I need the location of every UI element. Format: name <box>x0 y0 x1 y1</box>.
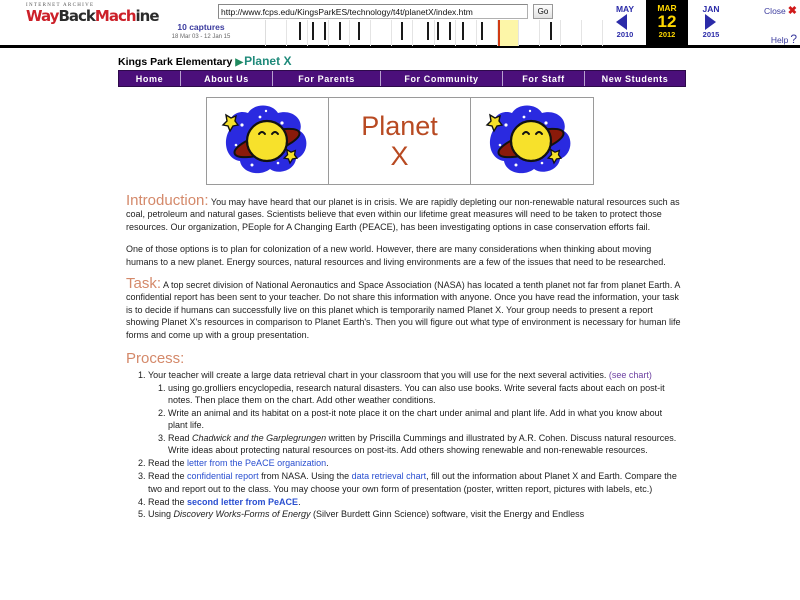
breadcrumb-arrow-icon: ▶ <box>235 57 244 68</box>
next-year-label: 2015 <box>702 30 720 39</box>
timeline-tick[interactable] <box>462 22 464 40</box>
step-3-pre: Read the <box>148 471 188 482</box>
nav-item-for-parents[interactable]: For Parents <box>273 71 381 86</box>
step-5-pre: Using <box>148 509 174 520</box>
prev-month-label: MAY <box>615 4 635 14</box>
nav-item-for-community[interactable]: For Community <box>381 71 503 86</box>
timeline-cell[interactable] <box>287 20 308 46</box>
introduction-heading: Introduction: <box>126 192 209 209</box>
step-3-mid: from NASA. Using the <box>258 471 352 482</box>
book-title-chadwick: Chadwick and the Garplegrungen <box>192 432 327 443</box>
timeline-current-marker <box>498 20 500 46</box>
process-step-4 <box>148 496 682 508</box>
wayback-machine-wordmark <box>26 7 159 25</box>
data-retrieval-chart-link[interactable]: data retrieval chart <box>351 471 427 482</box>
banner-left-image <box>207 98 329 184</box>
nav-item-about-us[interactable]: About Us <box>181 71 273 86</box>
timeline-tick[interactable] <box>481 22 483 40</box>
timeline-cell[interactable] <box>561 20 582 46</box>
process-step-1 <box>148 369 682 456</box>
captures-date-range: 18 Mar 03 - 12 Jan 15 <box>171 34 231 40</box>
peace-letter-link[interactable]: letter from the PeACE organization <box>187 458 327 469</box>
url-input[interactable] <box>218 4 528 19</box>
step-4-post: . <box>298 496 301 507</box>
date-navigator <box>603 0 738 45</box>
logo-part-ine: ine <box>135 7 159 25</box>
second-peace-letter-link[interactable]: second letter from PeACE <box>187 496 299 507</box>
timeline-cell[interactable] <box>582 20 603 46</box>
breadcrumb-parent[interactable]: Kings Park Elementary <box>118 56 233 68</box>
nav-item-home[interactable]: Home <box>119 71 181 86</box>
timeline-tick[interactable] <box>427 22 429 40</box>
process-step-3 <box>148 470 682 495</box>
timeline-cell[interactable] <box>392 20 413 46</box>
logo-part-mach: Mach <box>94 7 136 25</box>
banner-title-line1: Planet <box>361 111 438 141</box>
step-2-pre: Read the <box>148 458 188 469</box>
process-step-2 <box>148 457 682 469</box>
timeline-cell[interactable] <box>435 20 456 46</box>
step-3-post: , fill out the information about Planet X and Earth. Compare the two and report out to the class. You may choose your own form of presentation (poster, written report, pictures with labels, etc.) <box>148 471 677 494</box>
timeline-tick[interactable] <box>299 22 301 40</box>
timeline-tick[interactable] <box>324 22 326 40</box>
current-year-label: 2012 <box>658 30 676 39</box>
process-heading: Process: <box>126 350 185 368</box>
introduction-paragraph-2: One of those options is to plan for colonization of a new world. However, there are many considerations when thinking about moving humans to a new planet. Energy sources, natural resources and living environments are a few of the issues that need to be researched. <box>126 244 666 267</box>
breadcrumb-current: Planet X <box>244 54 292 68</box>
confidential-report-link[interactable]: confidential report <box>187 471 259 482</box>
timeline-cell[interactable] <box>266 20 287 46</box>
timeline-tick[interactable] <box>312 22 314 40</box>
process-list <box>126 369 682 520</box>
close-icon: ✖ <box>787 5 797 17</box>
page-banner <box>206 97 594 185</box>
close-label: Close <box>764 6 786 16</box>
page-content <box>0 192 800 521</box>
go-button[interactable]: Go <box>533 4 553 19</box>
planet-x-graphic-icon <box>480 101 584 181</box>
timeline-tick[interactable] <box>437 22 439 40</box>
timeline-tick[interactable] <box>449 22 451 40</box>
substep-3-post: written by Priscilla Cummings and illustrated by A.R. Cohen. Discuss natural resources. Write ideas about protecting natural resources on post-its. Add others showing renewable and non-renewable resources. <box>168 432 677 455</box>
introduction-paragraph <box>126 192 682 233</box>
logo-part-way: Way <box>26 7 59 25</box>
task-heading: Task: <box>126 275 162 293</box>
timeline-cell[interactable] <box>350 20 371 46</box>
site-navigation <box>118 70 686 87</box>
step-2-post: . <box>326 458 329 469</box>
process-substep-3 <box>168 432 682 457</box>
internet-archive-label: INTERNET ARCHIVE <box>26 3 95 8</box>
wayback-url-row <box>218 3 563 20</box>
process-substep-2: 2. Write an animal and its habitat on a post-it note place it on the chart under animal and plant life. Add in what you know about plant life. <box>168 407 682 432</box>
process-substep-1: 1. using go.grolliers encyclopedia, research natural disasters. You can also use books. Write several facts about each on post-it notes. Then place them on the chart. Add other weather conditions. <box>168 382 682 407</box>
wayback-logo[interactable] <box>0 0 159 45</box>
task-body: A top secret division of National Aeronautics and Space Association (NASA) has located a tenth planet not far from planet Earth. A confidential report has been sent to your teacher. Do not share this information with anyone. Once you have read the information, your task is to decide if humans can successfully live on this planet which is temporarily named Planet X. Your group needs to present a report showing Planet X's resources in comparison to Planet Earth's. Then you will figure out what type of environment is necessary for human life forms and come up with a group presentation. <box>126 280 681 340</box>
captures-summary[interactable] <box>142 22 260 42</box>
banner-title-cell <box>329 98 471 184</box>
captures-count: 10 captures <box>177 22 225 32</box>
timeline-cell[interactable] <box>456 20 477 46</box>
breadcrumb <box>118 54 800 68</box>
timeline-tick[interactable] <box>358 22 360 40</box>
banner-right-image <box>471 98 593 184</box>
help-button[interactable] <box>771 32 797 46</box>
timeline-tick[interactable] <box>550 22 552 40</box>
step-4-pre: Read the <box>148 496 188 507</box>
planet-x-graphic-icon <box>216 101 320 181</box>
timeline-tick[interactable] <box>339 22 341 40</box>
wayback-center-area <box>130 0 603 45</box>
substep-3-pre: Read <box>168 432 193 443</box>
banner-title-line2: X <box>390 141 409 171</box>
step-5-post: (Silver Burdett Ginn Science) software, visit the Energy and Endless <box>310 509 585 520</box>
prev-year-label: 2010 <box>616 30 634 39</box>
timeline-cell[interactable] <box>540 20 561 46</box>
timeline-cell[interactable] <box>371 20 392 46</box>
task-paragraph <box>126 275 682 341</box>
next-capture-date[interactable] <box>691 3 731 39</box>
timeline-tick[interactable] <box>401 22 403 40</box>
archived-page <box>0 54 800 521</box>
help-label: Help <box>770 35 789 45</box>
close-toolbar-button[interactable] <box>764 4 797 17</box>
next-month-label: JAN <box>702 4 720 14</box>
process-step-5 <box>148 508 682 520</box>
see-chart-link[interactable]: (see chart) <box>608 370 652 381</box>
nav-item-new-students[interactable]: New Students <box>585 71 685 86</box>
timeline-cell[interactable] <box>329 20 350 46</box>
timeline-current-highlight <box>498 20 518 46</box>
timeline-cell-current[interactable] <box>498 20 519 46</box>
next-capture-arrow-icon[interactable] <box>705 14 716 30</box>
question-mark-icon: ? <box>790 32 797 46</box>
current-capture-date[interactable] <box>646 0 688 45</box>
introduction-body: You may have heard that our planet is in crisis. We are rapidly depleting our non-renewable natural resources such as coal, petroleum and natural gases. Scientists believe that even within our lifetime great measures will need to be taken to protect those resources. Our organization, PEople for A Changing Earth (PEACE), has been investigating options in case conservation efforts fail. <box>126 197 680 232</box>
previous-capture-arrow-icon[interactable] <box>616 14 627 30</box>
software-title-discovery-works: Discovery Works-Forms of Energy <box>173 509 311 520</box>
current-month-label: MAR <box>657 3 677 13</box>
timeline-cell[interactable] <box>308 20 329 46</box>
wayback-toolbar <box>0 0 800 48</box>
process-sub-list <box>148 382 682 456</box>
timeline-cell[interactable] <box>477 20 498 46</box>
logo-part-back: Back <box>58 7 95 25</box>
capture-timeline[interactable] <box>265 20 603 46</box>
current-day-label: 12 <box>657 12 677 31</box>
nav-item-for-staff[interactable]: For Staff <box>503 71 585 86</box>
toolbar-actions <box>738 0 800 45</box>
timeline-cell[interactable] <box>413 20 434 46</box>
step-1-text: Your teacher will create a large data retrieval chart in your classroom that you will use for the next several activities. <box>148 370 609 381</box>
timeline-cell[interactable] <box>519 20 540 46</box>
